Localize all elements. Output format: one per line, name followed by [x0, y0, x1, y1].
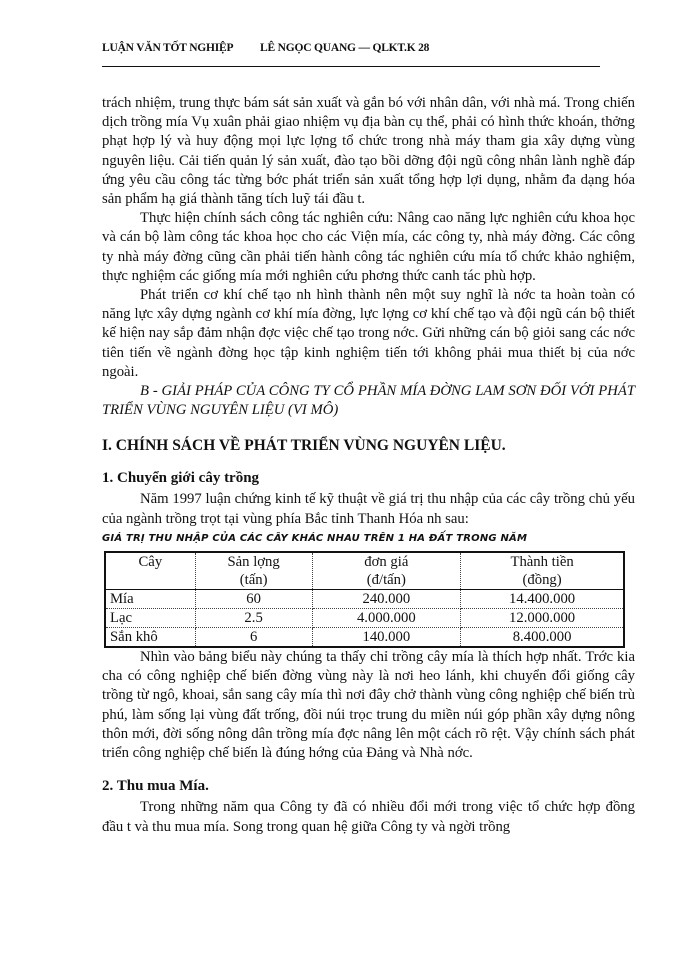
- col-yield-header: Sản lợng (tấn): [195, 552, 312, 590]
- document-body: [102, 94, 635, 837]
- header-thesis-title: LUẬN VĂN TỐT NGHIỆP: [102, 42, 234, 54]
- subsection-2-heading: 2. Thu mua Mía.: [102, 778, 209, 795]
- cell-total: 14.400.000: [461, 590, 624, 609]
- cell-total: 12.000.000: [461, 609, 624, 628]
- paragraph: Trong những năm qua Công ty đã có nhiều đổi mới trong việc tổ chức hợp đồng đầu t và thu mua mía. Song trong quan hệ giữa Công ty và ngời trồng: [102, 799, 635, 835]
- col-total-header: Thành tiền (đồng): [461, 552, 624, 590]
- header-divider: [102, 66, 600, 67]
- table-row: [105, 628, 624, 648]
- table-header-row: [105, 552, 624, 590]
- paragraph: Phát triển cơ khí chế tạo nh hình thành nên một suy nghĩ là nớc ta hoàn toàn có năng lực xây dựng ngành cơ khí mía đờng, lực lợng cơ khí chế tạo và đội ngũ cán bộ thiết kế hiện nay sắp đảm nhận đợc việc chế tạo trong nớc. Gửi những cán bộ giỏi sang các nớc tiên tiến về ngành đờng học tập kinh nghiệm tiến tới không phải mua thiết bị của nớc ngoài.: [102, 287, 635, 380]
- cell-yield: 60: [195, 590, 312, 609]
- col-crop-header: Cây: [105, 552, 195, 590]
- cell-crop: Sắn khô: [105, 628, 195, 648]
- subsection-1-heading: 1. Chuyển giới cây trồng: [102, 470, 260, 487]
- income-table: [104, 551, 625, 648]
- table-caption: GIÁ TRỊ THU NHẬP CỦA CÁC CÂY KHÁC NHAU TRÊN 1 HA ĐẤT TRONG NĂM: [102, 532, 528, 544]
- cell-price: 240.000: [312, 590, 461, 609]
- cell-total: 8.400.000: [461, 628, 624, 648]
- paragraph: Thực hiện chính sách công tác nghiên cứu: Nâng cao năng lực nghiên cứu khoa học và cán bộ làm công tác khoa học cho các Viện mía, các công ty, nhà máy đờng. Các công ty nhà máy đờng cũng cần phải tiến hành công tác nghiên cứu mía tổ chức khảo nghiệm, thực nghiệm các giống mía mới nghiên cứu phơng thức canh tác phù hợp.: [102, 210, 635, 284]
- page-header: [102, 42, 600, 62]
- cell-yield: 6: [195, 628, 312, 648]
- table-row: [105, 609, 624, 628]
- paragraph: trách nhiệm, trung thực bám sát sản xuất và gắn bó với nhân dân, với nhà má. Trong chiến dịch trồng mía Vụ xuân phải giao nhiệm vụ địa bàn cụ thể, phải có hình thức khoán, thởng phạt hợp lý và huy động mọi lực lợng tổ chức trong nhà máy tham gia xây dựng vùng nguyên liệu. Cải tiến quản lý sản xuất, đào tạo bồi dỡng đội ngũ công nhân lành nghề đáp ứng yêu cầu công tác từng bớc phát triển sản xuất tổng hợp lợi dụng, nhằm đa dạng hóa sản phẩm hạ giá thành tăng tích luỹ tái đầu t.: [102, 95, 635, 208]
- col-price-header: đơn giá (đ/tấn): [312, 552, 461, 590]
- cell-crop: Mía: [105, 590, 195, 609]
- section-1-heading: I. CHÍNH SÁCH VỀ PHÁT TRIỂN VÙNG NGUYÊN LIỆU.: [102, 437, 506, 455]
- header-author: LÊ NGỌC QUANG — QLKT.K 28: [260, 42, 430, 54]
- table-row: [105, 590, 624, 609]
- paragraph: Nhìn vào bảng biểu này chúng ta thấy chỉ trồng cây mía là thích hợp nhất. Trớc kia cha có công nghiệp chế biến đờng vùng này là nơi heo lánh, khi chuyển đổi giống cây trồng từ ngô, khoai, sắn sang cây mía thì nơi đây chở thành vùng công nghiệp chế biến trù phú, làm sống lại vùng đất trống, đồi núi trọc trung du miền núi góp phần xây dựng nông thôn mới, đời sống nông dân trồng mía đợc nâng lên một cách rõ rệt. Vậy chính sách phát triển công nghiệp chế biến là đúng hớng của Đảng và Nhà nớc.: [102, 649, 635, 762]
- cell-crop: Lạc: [105, 609, 195, 628]
- section-b-heading: B - GIẢI PHÁP CỦA CÔNG TY CỔ PHẦN MÍA ĐỜNG LAM SƠN ĐỐI VỚI PHÁT TRIỂN VÙNG NGUYÊN LIỆU (VI MÔ): [102, 383, 635, 419]
- cell-price: 4.000.000: [312, 609, 461, 628]
- cell-yield: 2.5: [195, 609, 312, 628]
- cell-price: 140.000: [312, 628, 461, 648]
- paragraph: Năm 1997 luận chứng kinh tế kỹ thuật về giá trị thu nhập của các cây trồng chủ yếu của ngành trồng trọt tại vùng phía Bắc tỉnh Thanh Hóa nh sau:: [102, 491, 635, 527]
